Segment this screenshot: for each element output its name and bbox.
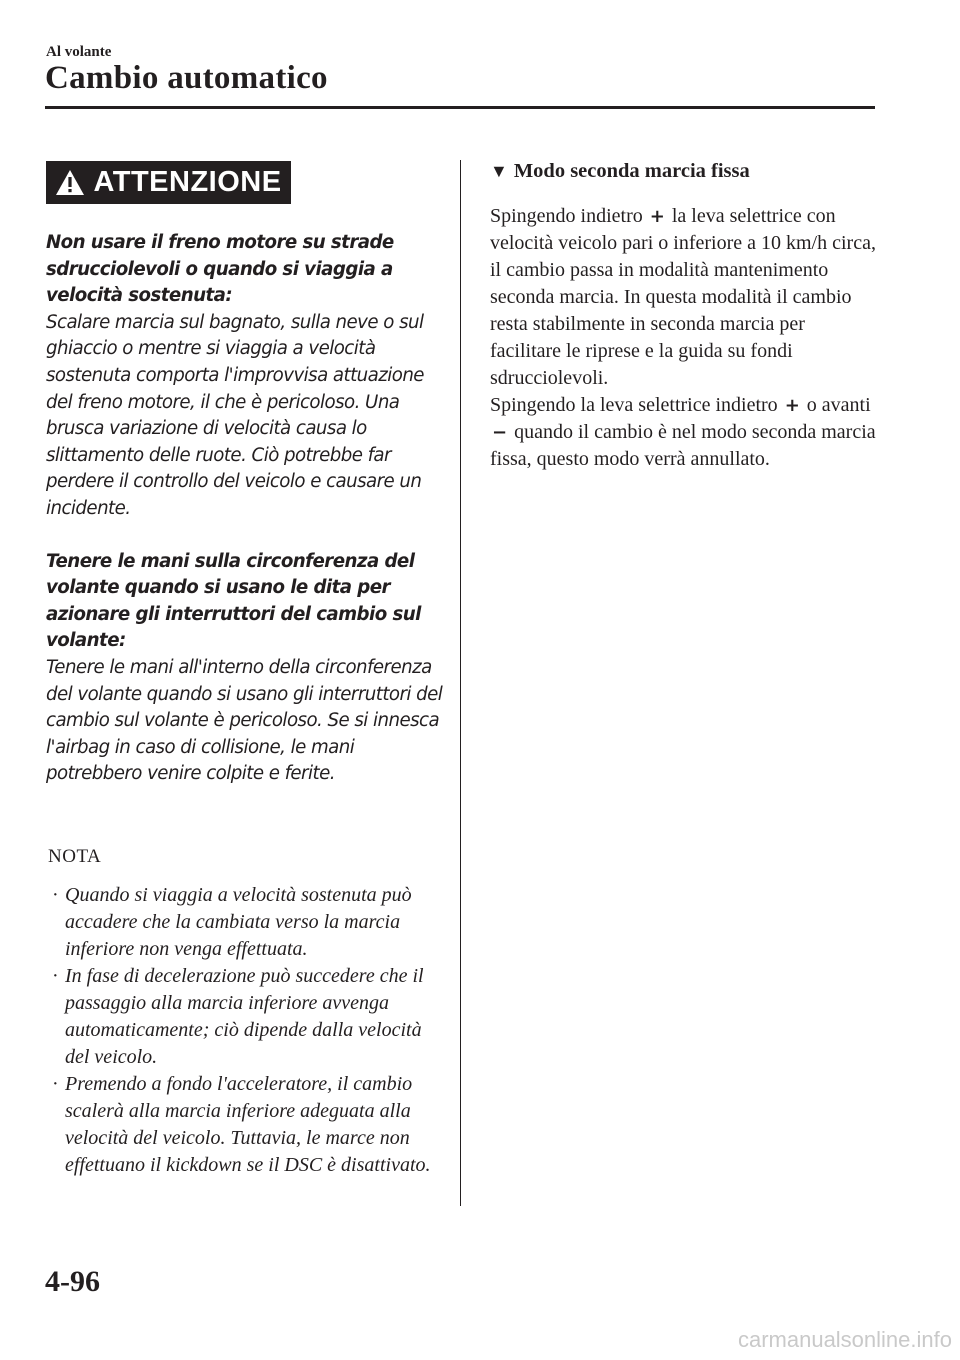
paragraph xyxy=(490,203,880,392)
minus-icon: − xyxy=(492,422,508,443)
body-text xyxy=(490,203,880,473)
section-heading-text: Modo seconda marcia fissa xyxy=(513,160,750,182)
paragraph-text: Spingendo indietro xyxy=(490,205,643,227)
paragraph xyxy=(490,392,880,473)
bullet-icon: · xyxy=(52,1073,59,1095)
warning-item-heading: Tenere le mani sulla circonferenza del volante quando si usano le dita per azionare gli interruttori del cambio sul volante: xyxy=(46,550,421,652)
list-item xyxy=(48,882,448,963)
warning-triangle-icon xyxy=(55,169,85,196)
column-divider xyxy=(460,160,461,1206)
warning-item xyxy=(46,549,446,788)
warning-item-text: Tenere le mani all'interno della circonferenza del volante quando si usano gli interruttori del cambio sul volante è pericoloso. Se si innesca l'airbag in caso di collisione, le mani potrebbero venire colpite e ferite. xyxy=(46,656,443,785)
plus-icon: + xyxy=(649,206,665,227)
header-rule xyxy=(45,106,875,109)
plus-icon: + xyxy=(784,395,800,416)
warning-text xyxy=(46,230,446,814)
warning-item-text: Scalare marcia sul bagnato, sulla neve o sul ghiaccio o mentre si viaggia a velocità sostenuta comporta l'improvvisa attuazione del freno motore, il che è pericoloso. Una brusca variazione di velocità causa lo slittamento delle ruote. Ciò potrebbe far perdere il controllo del veicolo e causare un incidente. xyxy=(46,311,424,519)
warning-item-heading: Non usare il freno motore su strade sdrucciolevoli o quando si viaggia a velocità sostenuta: xyxy=(46,232,394,307)
note-list xyxy=(48,882,448,1179)
section-label: Al volante xyxy=(46,44,112,60)
page-number: 4-96 xyxy=(45,1265,100,1298)
section-heading xyxy=(490,160,750,183)
page-title: Cambio automatico xyxy=(45,60,328,96)
note-item-text: Premendo a fondo l'acceleratore, il cambio scalerà alla marcia inferiore adeguata alla velocità del veicolo. Tuttavia, le marce non effettuano il kickdown se il DSC è disattivato. xyxy=(65,1073,431,1176)
paragraph-text: o avanti xyxy=(806,394,871,416)
paragraph-text: Spingendo la leva selettrice indietro xyxy=(490,394,778,416)
bullet-icon: · xyxy=(52,965,59,987)
note-item-text: In fase di decelerazione può succedere che il passaggio alla marcia inferiore avvenga automaticamente; ciò dipende dalla velocità del veicolo. xyxy=(65,965,424,1068)
warning-label: ATTENZIONE xyxy=(93,166,282,198)
note-heading: NOTA xyxy=(48,846,102,867)
bullet-icon: · xyxy=(52,884,59,906)
note-item-text: Quando si viaggia a velocità sostenuta può accadere che la cambiata verso la marcia inferiore non venga effettuata. xyxy=(65,884,412,960)
watermark: carmanualsonline.info xyxy=(737,1327,952,1352)
warning-item xyxy=(46,230,446,523)
triangle-down-icon: ▼ xyxy=(490,161,508,181)
paragraph-text: la leva selettrice con velocità veicolo pari o inferiore a 10 km/h circa, il cambio passa in modalità mantenimento seconda marcia. In questa modalità il cambio resta stabilmente in seconda marcia per facilitare le riprese e la guida su fondi sdrucciolevoli. xyxy=(490,205,876,389)
list-item xyxy=(48,963,448,1071)
paragraph-text: quando il cambio è nel modo seconda marcia fissa, questo modo verrà annullato. xyxy=(490,421,876,470)
warning-badge xyxy=(46,161,291,204)
list-item xyxy=(48,1071,448,1179)
